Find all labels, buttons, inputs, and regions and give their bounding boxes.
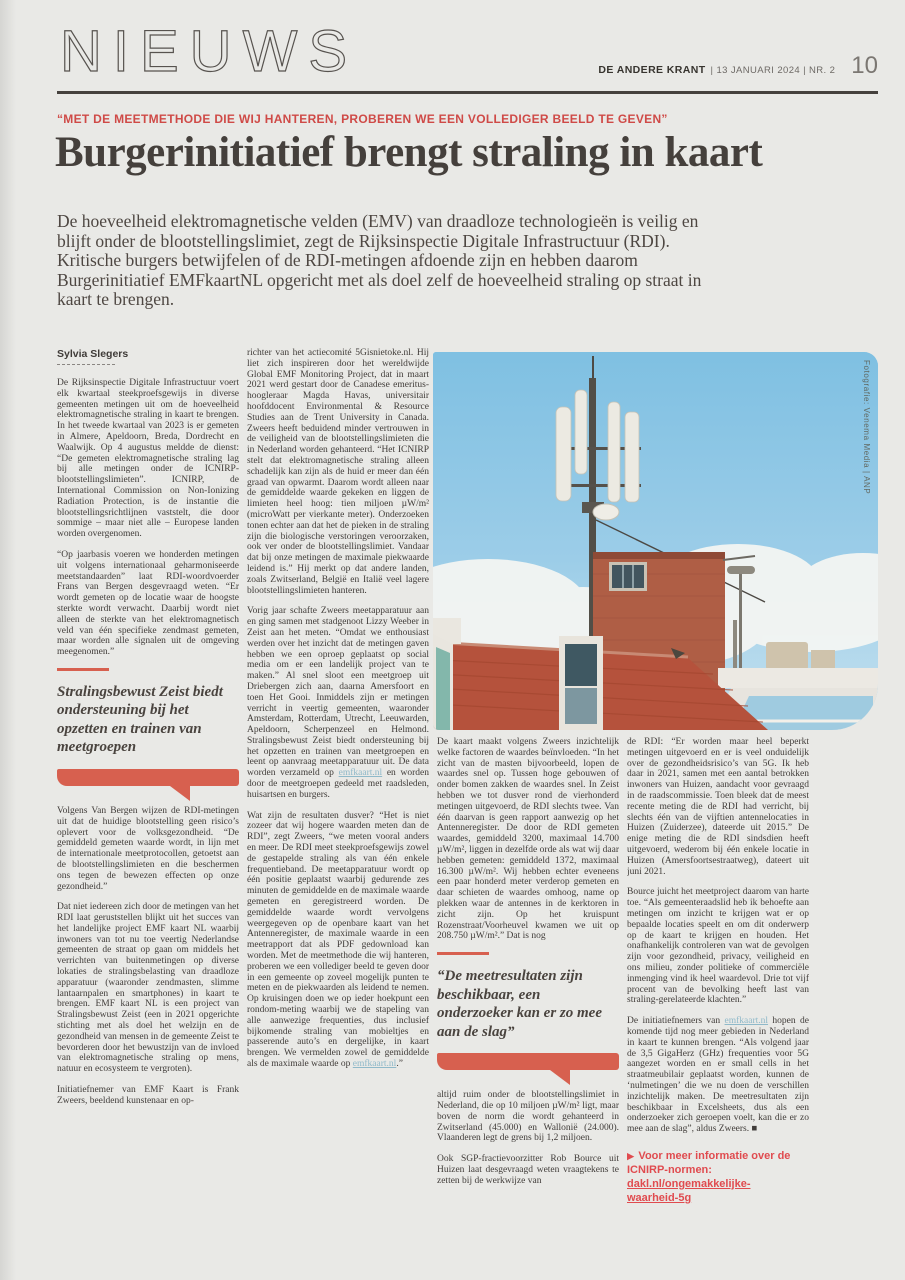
kicker: “MET DE MEETMETHODE DIE WIJ HANTEREN, PROBEREN WE EEN VOLLEDIGER BEELD TE GEVEN” bbox=[57, 112, 668, 126]
page-number: 10 bbox=[851, 52, 878, 79]
body-paragraph: “Op jaarbasis voeren we honderden metingen uit volgens internationaal geharmoniseerde meetstandaarden” laat RDI-woordvoerder Frans van Bergen desgevraagd weten. “Er wordt gemeten op de locatie waar de hoogste sterkte wordt verwacht. Daarbij wordt niet alleen de sterkte van het elektromagnetisch veld van één specifieke zendmast gemeten, maar worden alle signalen uit de omgeving meegenomen.” bbox=[57, 549, 239, 658]
pull-quote-rule bbox=[57, 668, 109, 671]
paper-name: DE ANDERE KRANT bbox=[598, 64, 706, 76]
photo-caption: Fotografie: Venema Media | ANP bbox=[862, 360, 871, 495]
body-paragraph: Wat zijn de resultaten dusver? “Het is niet zozeer dat wij hogere waarden meten dan de RDI”, zegt Zweers, “we meten vooral anders en meer. De RDI meet steekproefsgewijs zowel de gestapelde straling als van één enkele frequentieband. De meetapparatuur wordt op één positie geplaatst waarbij gedurende zes minuten de gemiddelde en de maximale waarde gemeten en geregistreerd worden. De gemiddelde waarde wordt vervolgens weergegeven op de openbare kaart van het Antenneregister, de maximale waarde in een meetrapport dat als PDF gedownload kan worden. Met de meetmethode die wij hanteren, proberen we een vollediger beeld te geven door in een gemeente op zoveel mogelijk punten te meten en de piekwaarden als leidend te nemen. Op kruisingen doen we op ieder hoekpunt een rondom-meting waarbij we de stapeling van alle aanwezige frequenties, dus inclusief bijkomende straling van mobieltjes en passerende auto’s en dergelijke, in kaart brengen. We vermelden zowel de gemiddelde als de maximale waarde op emfkaart.nl.” bbox=[247, 810, 429, 1069]
body-paragraph: Bource juicht het meetproject daarom van harte toe. “Als gemeenteraadslid heb ik behoefte aan metingen om inzicht te krijgen wat er op bepaalde locaties speelt en om dit onderwerp op de kaart te krijgen en houden. Het onafhankelijk controleren van wat de gevolgen zijn voor gezondheid, privacy, veiligheid en ons milieu, zonder politieke of commerciële inmenging vind ik heel waardevol. Drie tot vijf procent van de bevolking heeft last van straling-gerelateerde klachten.” bbox=[627, 887, 809, 1006]
inline-link[interactable]: emfkaart.nl bbox=[352, 1059, 397, 1069]
byline: Sylvia Slegers bbox=[57, 348, 129, 360]
column-4 bbox=[627, 348, 809, 1280]
body-paragraph: richter van het actiecomité 5Gisnietoke.nl. Hij liet zich inspireren door het wereldwijde Global EMF Monitoring Project, dat in maart 2021 werd gestart door de Canadese emeritus-hoogleraar Magda Havas, universitair hoofddocent Environmental & Resource Studies aan de Trent University in Canada. Zweers heeft beduidend minder vertrouwen in de veiligheid van de blootstellingslimieten die in Nederland worden gehanteerd. “Het ICNIRP stelt dat elektromagnetische straling alleen schadelijk kan zijn als de huid er meer dan één graad van opwarmt. Daarom wordt alleen naar de gemiddelde waarde gekeken en liggen de limieten heel hoog: tien miljoen µW/m² (microWatt per vierkante meter). Onderzoeken tonen echter aan dat het de pieken in de straling zijn die biologische verstoringen veroorzaken, ook ver onder de blootstellingslimiet. Vandaar dat bij onze metingen de maximale piekwaarde leidend is.” Hij merkt op dat andere landen, zoals Zwitserland, België en Italië veel lagere blootstellingslimieten hanteren. bbox=[247, 348, 429, 596]
body-paragraph: Vorig jaar schafte Zweers meetapparatuur aan en ging samen met stadgenoot Lizzy Weeber in Zeist aan het meten. “Omdat we enthousiast werden over het inzicht dat de metingen gaven hebben we een oproep geplaatst op social media om er een landelijk project van te maken.” Al snel sloot een meetgroep uit Driebergen zich aan, daarna Amersfoort en toen Het Gooi. Inmiddels zijn er metingen verricht in veertig gemeenten, waaronder Amsterdam, Rotterdam, Utrecht, Leeuwarden, Apeldoorn, Scherpenzeel en Helmond. Stralingsbewust Zeist biedt ondersteuning bij het opzetten en trainen van meetgroepen en leent op aanvraag meetapparatuur uit. De data worden verzameld op emfkaart.nl en worden door de meetgroepen gedeeld met raadsleden, huisartsen en burgers. bbox=[247, 606, 429, 800]
section-title: NIEUWS bbox=[60, 19, 358, 84]
footnote-link[interactable]: dakl.nl/ongemakkelijke-waarheid-5g bbox=[627, 1177, 751, 1204]
body-paragraph: Volgens Van Bergen wijzen de RDI-metingen uit dat de huidige blootstelling geen risico’s oplevert voor de volksgezondheid. “De gemiddeld gemeten waarde wordt, in lijn met de internationale meetprotocollen, getoetst aan de blootstellingslimieten en die beschermen ons tegen de bewezen effecten op onze gezondheid.” bbox=[57, 805, 239, 892]
body-paragraph: altijd ruim onder de blootstellingslimiet in Nederland, die op 10 miljoen µW/m² ligt, maar boven de norm die wordt gehanteerd in Zwitserland (45.000) en Wallonië (24.000). Vlaanderen legt de grens bij 1,2 miljoen. bbox=[437, 1090, 619, 1144]
speech-bubble-icon bbox=[437, 1053, 619, 1070]
inline-link[interactable]: emfkaart.nl bbox=[724, 1016, 769, 1027]
inline-link[interactable]: emfkaart.nl bbox=[338, 768, 383, 779]
headline: Burgerinitiatief brengt straling in kaart bbox=[55, 129, 763, 176]
column-3 bbox=[437, 348, 619, 1280]
intro-paragraph: De hoeveelheid elektromagnetische velden (EMV) van draadloze technologieën is veilig en blijft onder de blootstellingslimiet, zegt de Rijksinspectie Digitale Infrastructuur (RDI). Kritische burgers betwijfelen of de RDI-metingen afdoende zijn en hebben daarom Burgerinitiatief EMFkaartNL opgericht met als doel zelf de hoeveelheid straling op straat in kaart te brengen. bbox=[57, 211, 702, 309]
footnote: ▶ Voor meer informatie over de ICNIRP-normen: dakl.nl/ongemakkelijke-waarheid-5g bbox=[627, 1149, 791, 1204]
pull-quote-text: Stralingsbewust Zeist biedt ondersteuning bij het opzetten en trainen van meetgroepen bbox=[57, 683, 223, 756]
pull-quote-text: “De meetresultaten zijn beschikbaar, een onderzoeker kan er zo mee aan de slag” bbox=[437, 968, 602, 1040]
masthead-rule bbox=[57, 91, 878, 94]
body-paragraph: De Rijksinspectie Digitale Infrastructuur voert elk kwartaal steekproefsgewijs in diverse gemeenten metingen uit om de hoeveelheid elektromagnetische straling in kaart te brengen. In het tweede kwartaal van 2023 is er gemeten in Almere, Apeldoorn, Breda, Dordrecht en Waalwijk. Op 4 augustus meldde de dienst: “De gemeten elektromagnetische straling lag bij alle metingen onder de ICNIRP-blootstellingslimieten”. ICNIRP, de International Commission on Non-Ionizing Radiation Protection, is de instantie die blootstellingsrichtlijnen vaststelt, die door sommige – maar niet alle – Europese landen worden overgenomen. bbox=[57, 378, 239, 540]
speech-bubble-icon bbox=[57, 769, 239, 786]
masthead bbox=[0, 0, 905, 92]
body-paragraph: Dat niet iedereen zich door de metingen van het RDI laat geruststellen blijkt uit het succes van het landelijke project EMF kaart NL waarbij inwoners van tot nu toe veertig Nederlandse gemeenten de straat op gaan om middels het verrichten van buitenmetingen op diverse lokaties de stralingsbelasting van draadloze apparatuur (waaronder zendmasten, slimme lantaarnpalen en smartphones) in kaart te brengen. EMF kaart NL is een project van Stralingsbewust Zeist (een in 2021 opgerichte stichting met als doel het welzijn en de gezondheid van mensen in de gemeente Zeist te bevorderen door het bewustzijn van de invloed van elektromagnetische straling op mens, natuur en ecosysteem te vergroten). bbox=[57, 902, 239, 1075]
column-1 bbox=[57, 348, 239, 1280]
body-paragraph: De kaart maakt volgens Zweers inzichtelijk welke factoren de waardes beïnvloeden. “In het zicht van de masten bijvoorbeeld, lopen de waardes snel op. Tussen hoge gebouwen of onder bomen zakken de waardes snel. In Zeist hebben we tot dusver rond de vierhonderd metingen uitgevoerd, de RDI slechts twee. Van één daarvan is geen rapport aanwezig op het Antenneregister. De door de RDI gemeten waardes, gemiddeld 3200, maximaal 14.700 µW/m², liggen in dezelfde orde als wat wij daar hebben gemeten: gemiddeld 1372, maximaal 16.300 µW/m². Wij hebben echter eveneens een paar honderd meter verderop gemeten en daar schieten de waardes omhoog, name op plekken waar de antennes in de kerktoren in zicht zijn. Op het kruispunt Rozenstraat/Voorheuvel kwamen we uit op 208.750 µW/m².” Dat is nog bbox=[437, 737, 619, 942]
body-paragraph: Initiatiefnemer van EMF Kaart is Frank Zweers, beeldend kunstenaar en op- bbox=[57, 1085, 239, 1106]
body-paragraph: Ook SGP-fractievoorzitter Rob Bource uit Huizen laat desgevraagd weten vraagtekens te zetten bij de werkwijze van bbox=[437, 1154, 619, 1186]
column-2 bbox=[247, 348, 429, 1280]
masthead-info bbox=[598, 52, 878, 80]
body-paragraph: de RDI: “Er worden maar heel beperkt metingen uitgevoerd en er is veel onduidelijk over de gezondheidsrisico’s van 5G. Ik heb daar in 2021, samen met een aantal betrokken inwoners van Huizen, aandacht voor gevraagd in de raadscommissie. Toen bleek dat de meest recente meting die de RDI had verricht, bij slechts één van de vijftien antennelocaties in Huizen (Zuiderzee), dateerde uit 2015.” De enige meting die de RDI sindsdien heeft uitgevoerd, wederom bij één enkele locatie in Huizen (Amersfoortsestraatweg), dateert uit juni 2021. bbox=[627, 737, 809, 877]
pull-quote bbox=[57, 668, 239, 786]
article-body bbox=[57, 348, 809, 1280]
pull-quote-rule bbox=[437, 952, 489, 955]
paper-meta: | 13 JANUARI 2024 | NR. 2 bbox=[710, 65, 836, 76]
pull-quote bbox=[437, 952, 619, 1070]
body-paragraph: De initiatiefnemers van emfkaart.nl hopen de komende tijd nog meer gebieden in Nederland in kaart te kunnen brengen. “Als volgend jaar de 3,5 GigaHerz (GHz) frequenties voor 5G aangezet worden en er small cells in het straatmeubilair geplaatst worden, kunnen de ‘nulmetingen’ die we nu doen de verschillen inzichtelijk maken. De meetresultaten zijn beschikbaar in Excelsheets, dus als een onderzoeker zich geroepen voelt, kan die er zo mee aan de slag”, aldus Zweers. ■ bbox=[627, 1016, 809, 1135]
byline-rule bbox=[57, 364, 115, 365]
arrow-icon: ▶ bbox=[627, 1150, 637, 1161]
